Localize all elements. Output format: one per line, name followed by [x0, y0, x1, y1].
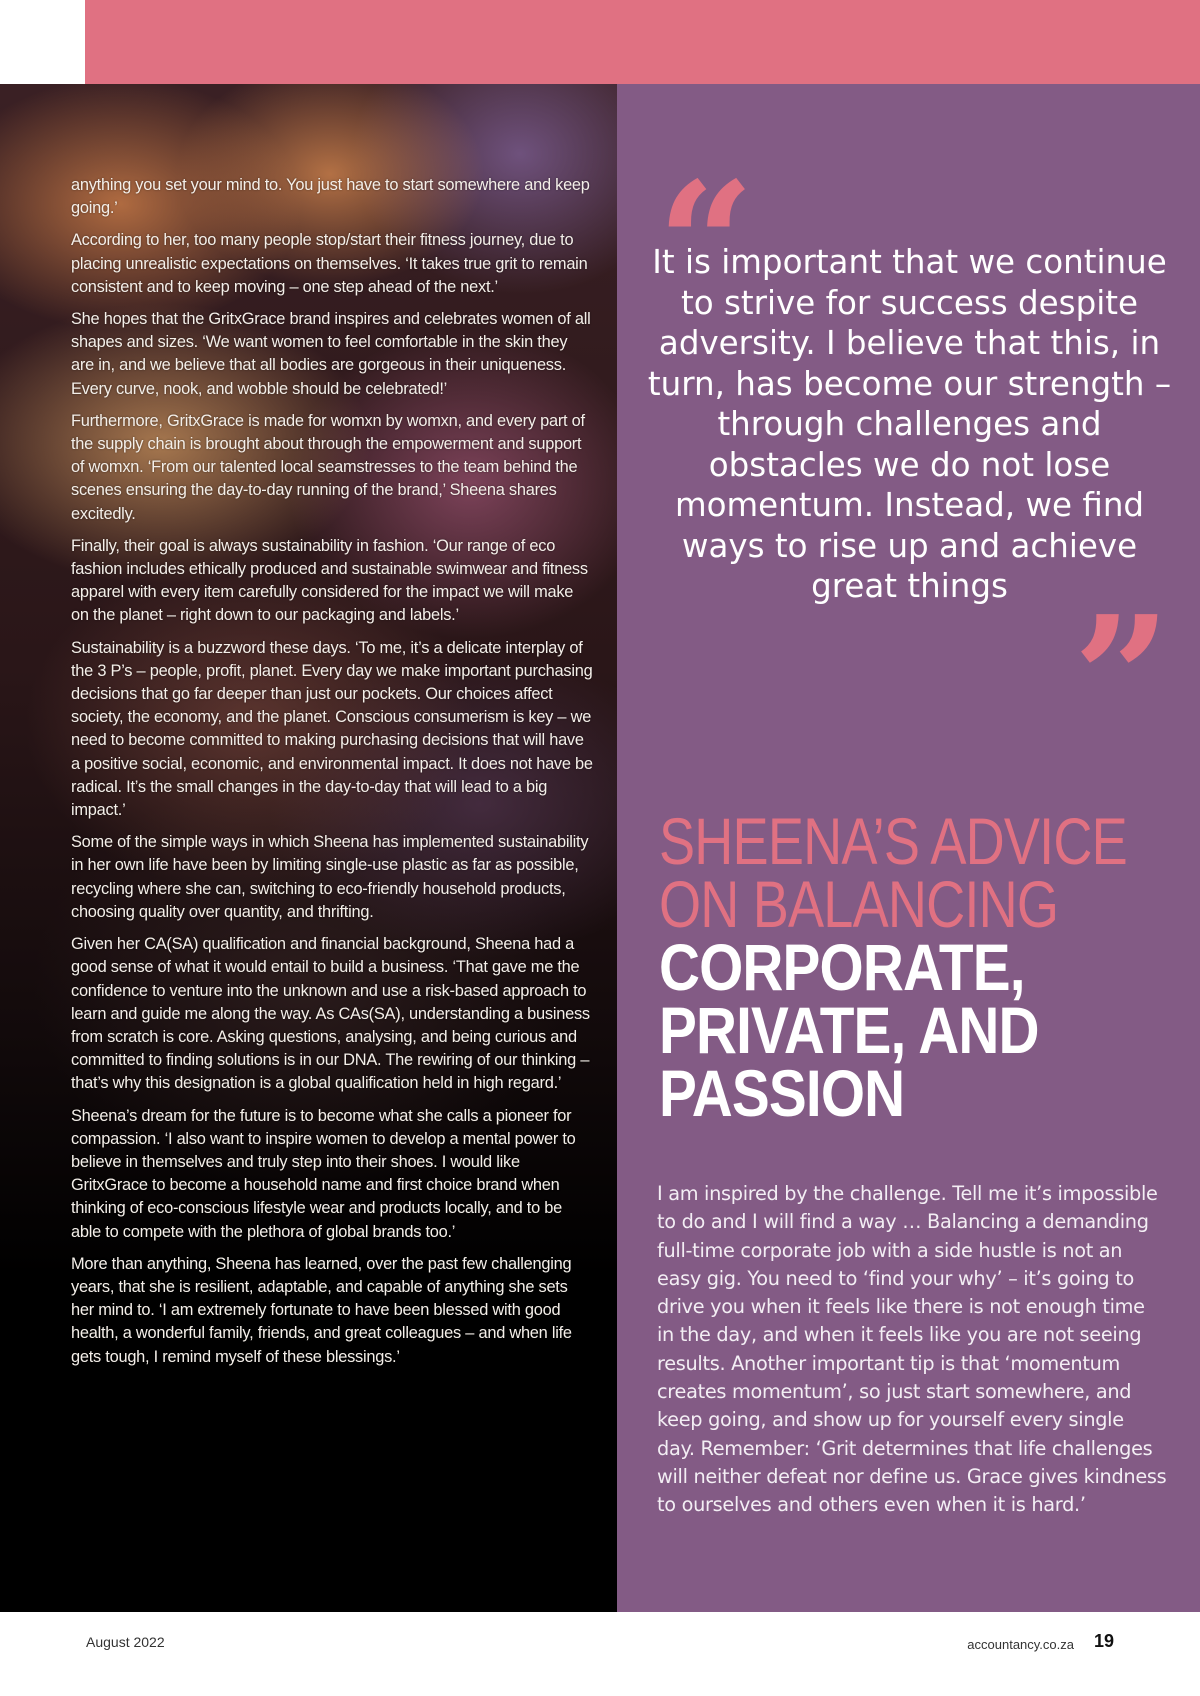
top-color-band: [85, 0, 1200, 84]
body-paragraph: She hopes that the GritxGrace brand inspires and celebrates women of all shapes and sizes. ‘We want women to feel comfortable in the skin they are in, and we believe that all bodies are gorgeous in their uniqueness. Every curve, nook, and wobble should be celebrated!’: [71, 310, 591, 398]
heading-line: PRIVATE, AND: [659, 993, 1039, 1067]
section-heading: [659, 804, 1179, 1130]
body-paragraph: Furthermore, GritxGrace is made for womxn by womxn, and every part of the supply chain is brought about through the empowerment and support of womxn. ‘From our talented local seamstresses to the team behind the scenes ensuring the day-to-day running of the brand,’ Sheena shares excitedly.: [71, 411, 585, 523]
footer-date: August 2022: [86, 1634, 165, 1650]
open-quote-mark-icon: “: [657, 145, 755, 345]
close-quote-mark-icon: ”: [1073, 579, 1171, 779]
heading-line: ON BALANCING: [659, 867, 1059, 941]
right-sidebar-panel: [617, 84, 1200, 1612]
left-photo-panel: [0, 84, 617, 1612]
body-paragraph: Sustainability is a buzzword these days. ‘To me, it’s a delicate interplay of the 3 P’s – people, profit, planet. Every day we make important purchasing decisions that go far deeper than just our pockets. Our choices affect society, the economy, and the planet. Conscious consumerism is key – we need to become committed to making purchasing decisions that will have a positive social, economic, and environmental impact. It does not have be radical. It’s the small changes in the day-to-day that will lead to a big impact.’: [71, 638, 593, 820]
article-body-left: [71, 174, 593, 1378]
body-paragraph: More than anything, Sheena has learned, over the past few challenging years, that she is resilient, adaptable, and capable of anything she sets her mind to. ‘I am extremely fortunate to have been blessed with good health, a wonderful family, friends, and great colleagues – and when life gets tough, I remind myself of these blessings.’: [71, 1254, 572, 1366]
footer-website: accountancy.co.za: [967, 1637, 1074, 1652]
body-paragraph: Given her CA(SA) qualification and financial background, Sheena had a good sense of what it would entail to build a business. ‘That gave me the confidence to venture into the unknown and use a risk-based approach to learn and guide me along the way. As CAs(SA), understanding a business from scratch is core. Asking questions, analysing, and being curious and committed to finding solutions is in our DNA. The rewiring of our thinking – that’s why this designation is a global qualification held in high regard.’: [71, 935, 590, 1093]
body-paragraph: Finally, their goal is always sustainability in fashion. ‘Our range of eco fashion includes ethically produced and sustainable swimwear and fitness apparel with every item carefully considered for the impact we will make on the planet – right down to our packaging and labels.’: [71, 536, 588, 625]
page-number: 19: [1094, 1631, 1115, 1651]
body-paragraph: Sheena’s dream for the future is to become what she calls a pioneer for compassion. ‘I also want to inspire women to develop a mental power to believe in themselves and truly step into their shoes. I would like GritxGrace to become a household name and first choice brand when thinking of eco-conscious lifestyle wear and products locally, and to be able to compete with the plethora of global brands too.’: [71, 1106, 576, 1241]
advice-paragraph: I am inspired by the challenge. Tell me it’s impossible to do and I will find a way … Balancing a demanding full-time corporate job with a side hustle is not an easy gig. You need to ‘find your why’ – it’s going to drive you when it feels like there is not enough time in the day, and when it feels like you are not seeing results. Another important tip is that ‘momentum creates momentum’, so just start somewhere, and keep going, and show up for yourself every single day. Remember: ‘Grit determines that life challenges will neither defeat nor define us. Grace gives kindness to ourselves and others even when it is hard.’: [657, 1182, 1167, 1517]
body-paragraph: anything you set your mind to. You just have to start somewhere and keep going.’: [71, 176, 590, 218]
body-paragraph: According to her, too many people stop/start their fitness journey, due to placing unrealistic expectations on themselves. ‘It takes true grit to remain consistent and to keep moving – one step ahead of the next.’: [71, 231, 588, 296]
pull-quote: It is important that we continue to strive for success despite adversity. I believe that this, in turn, has become our strength – through challenges and obstacles we do not lose momentum. Instead, we find ways to rise up and achieve great things: [647, 243, 1172, 605]
body-paragraph: Some of the simple ways in which Sheena has implemented sustainability in her own life have been by limiting single-use plastic as far as possible, recycling where she can, switching to eco-friendly household products, choosing quality over quantity, and thrifting.: [71, 833, 589, 921]
heading-line: PASSION: [659, 1056, 905, 1130]
heading-line: SHEENA’S ADVICE: [659, 804, 1127, 878]
heading-line: CORPORATE,: [659, 930, 1025, 1004]
